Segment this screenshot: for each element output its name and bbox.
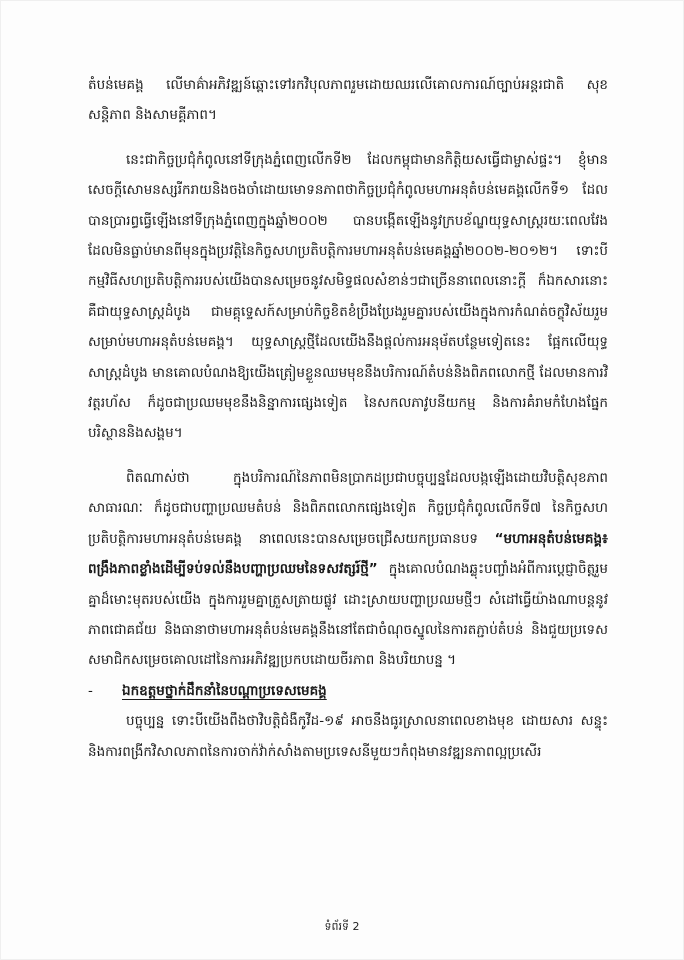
paragraph-3 [88, 463, 608, 676]
section-heading [88, 676, 608, 706]
summit-theme-title: “មហាអនុតំបន់មេគង្គ៖ ពង្រឹងភាពខ្លាំងដើម្បីទប់ទល់នឹងបញ្ហាប្រឈមនៃទសវត្សរ៍ថ្មី” [88, 530, 608, 578]
paragraph-3-text-before: ពិតណាស់ថា ក្នុងបរិការណ៍នៃភាពមិនប្រាកដប្រជាបច្ចុប្បន្នដែលបង្កឡើងដោយវិបត្តិសុខភាពសាធារណៈ ក៏ដូចជាបញ្ហាប្រឈមតំបន់ និងពិភពលោកផ្សេងទៀត កិច្ចប្រជុំកំពូលលើកទី៧ នៃកិច្ចសហប្រតិបត្តិការមហាអនុតំបន់មេគង្គ នាពេលនេះបានសម្រេចជ្រើសយកប្រធានបទ [88, 469, 608, 547]
paragraph-3-text-after: ក្នុងគោលបំណងឆ្លុះបញ្ចាំងអំពីការប្តេជ្ញាចិត្តរួមគ្នាដ៏មោះមុតរបស់យើង ក្នុងការរួមគ្នាត្រួសត្រាយផ្លូវ ដោះស្រាយបញ្ហាប្រឈមថ្មីៗ សំដៅធ្វើយ៉ាងណាបន្តនូវភាពជោគជ័យ និងធានាថាមហាអនុតំបន់មេគង្គនឹងនៅតែជាចំណុចស្នូលនៃការតភ្ជាប់តំបន់ និងជួយប្រទេសសមាជិកសម្រេចគោលដៅនៃការអភិវឌ្ឍប្រកបដោយចីរភាព និងបរិយាបន្ន ។ [88, 561, 608, 669]
section-heading-title: ឯកឧត្តមថ្នាក់ដឹកនាំនៃបណ្តាប្រទេសមេគង្គ [122, 682, 327, 699]
document-body [88, 70, 608, 767]
bullet-dash: - [88, 682, 93, 699]
paragraph-2: នេះជាកិច្ចប្រជុំកំពូលនៅទីក្រុងភ្នំពេញលើកទី២ ដែលកម្ពុជាមានកិត្តិយសធ្វើជាម្ចាស់ផ្ទះ។ ខ្ញុំមានសេចក្តីសោមនស្សរីករាយនិងចងចាំដោយមោទនភាពថាកិច្ចប្រជុំកំពូលមហាអនុតំបន់មេគង្គលើកទី១ ដែលបានប្រារព្ធធ្វើឡើងនៅទីក្រុងភ្នំពេញក្នុងឆ្នាំ២០០២ បានបង្កើតឡើងនូវក្របខ័ណ្ឌយុទ្ធសាស្ត្ររយៈពេលវែង ដែលមិនធ្លាប់មានពីមុនក្នុងប្រវត្តិនៃកិច្ចសហប្រតិបត្តិការមហាអនុតំបន់មេគង្គឆ្នាំ២០០២-២០១២។ ទោះបីកម្មវិធីសហប្រតិបត្តិការរបស់យើងបានសម្រេចនូវសមិទ្ធផលសំខាន់ៗជាច្រើននាពេលនោះក្តី ក៏ឯកសារនោះគឺជាយុទ្ធសាស្ត្រដំបូង ជាមគ្គុទ្ទេសក៍សម្រាប់កិច្ចខិតខំប្រឹងប្រែងរួមគ្នារបស់យើងក្នុងការកំណត់ចក្ខុវិស័យរួមសម្រាប់មហាអនុតំបន់មេគង្គ។ យុទ្ធសាស្ត្រថ្មីដែលយើងនឹងផ្តល់ការអនុម័តបន្ថែមទៀតនេះ ផ្អែកលើយុទ្ធសាស្ត្រដំបូង មានគោលបំណងឱ្យយើងត្រៀមខ្លួនឈមមុខនឹងបរិការណ៍តំបន់និងពិភពលោកថ្មី ដែលមានការវិវត្តរហ័ស ក៏ដូចជាប្រឈមមុខនឹងនិន្នាការផ្សេងទៀត នៃសកលភាវូបនីយកម្ម និងការគំរាមកំហែងផ្នែកបរិស្ថាននិងសង្គម។ [88, 151, 608, 442]
paragraph-4: បច្ចុប្បន្ន ទោះបីយើងពឹងថាវិបត្តិជំងឺកូវីដ-១៩ អាចនឹងធូរស្រាលនាពេលខាងមុខ ដោយសារ សន្ទុះនិងការពង្រីកវិសាលភាពនៃការចាក់វ៉ាក់សាំងតាមប្រទេសនីមួយៗកំពុងមានវឌ្ឍនភាពល្អប្រសើរ [88, 713, 608, 760]
paragraph-1: តំបន់មេគង្គ លើមាគ៌ាអភិវឌ្ឍន៍ឆ្ពោះទៅរកវិបុលភាពរួមដោយឈរលើគោលការណ៍ច្បាប់អន្តរជាតិ សុខសន្តិភាព និងសាមគ្គីភាព។ [88, 77, 608, 124]
page-number: ទំព័រទី 2 [324, 920, 360, 933]
